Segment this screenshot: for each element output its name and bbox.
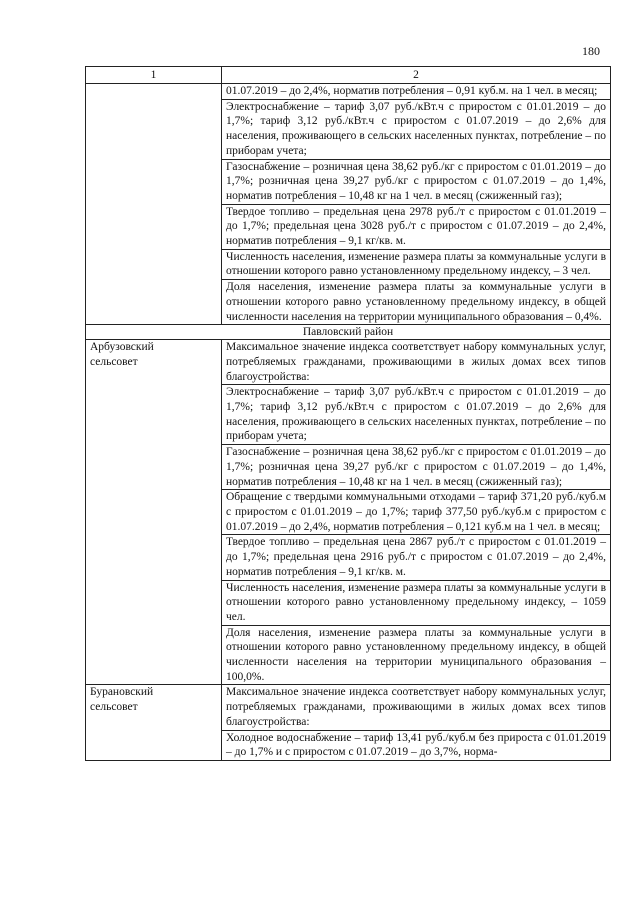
description-cell	[222, 340, 611, 685]
column-header-1: 1	[86, 67, 222, 84]
description-cell	[222, 84, 611, 325]
table-header-row	[86, 67, 611, 84]
paragraph: Максимальное значение индекса соответствует набору коммунальных услуг, потребляемых гражданами, проживающими в жилых домах всех типов благоустройства:	[226, 686, 606, 728]
table-row	[86, 340, 611, 685]
page-number: 180	[582, 44, 600, 58]
paragraph: Максимальное значение индекса соответствует набору коммунальных услуг, потребляемых гражданами, проживающими в жилых домах всех типов благоустройства:	[226, 341, 606, 383]
paragraph: 01.07.2019 – до 2,4%, норматив потребления – 0,91 куб.м. на 1 чел. в месяц;	[226, 85, 598, 97]
region-cell-empty	[86, 84, 222, 325]
paragraph: Электроснабжение – тариф 3,07 руб./кВт.ч с приростом с 01.01.2019 – до 1,7%; тариф 3,12 руб./кВт.ч с приростом с 01.07.2019 – до 2,6% для населения, проживающего в сельских населенных пунктах, потребление – по приборам учета;	[222, 384, 610, 444]
paragraph: Газоснабжение – розничная цена 38,62 руб./кг с приростом с 01.01.2019 – до 1,7%; розничная цена 39,27 руб./кг с приростом с 01.07.2019 – до 1,4%, норматив потребления – 10,48 кг на 1 чел. в месяц (сжиженный газ);	[222, 444, 610, 489]
region-name-line: Бурановский	[90, 686, 154, 699]
tariff-table	[85, 66, 611, 761]
paragraph: Доля населения, изменение размера платы за коммунальные услуги в отношении которого равно установленному предельному индексу, в общей численности населения на территории муниципального образования – 100,0%.	[222, 625, 610, 685]
paragraph: Твердое топливо – предельная цена 2978 руб./т с приростом с 01.01.2019 – до 1,7%; предельная цена 3028 руб./т с приростом с 01.07.2019 – до 2,4%, норматив потребления – 9,1 кг/кв. м.	[222, 204, 610, 249]
paragraph: Газоснабжение – розничная цена 38,62 руб./кг с приростом с 01.01.2019 – до 1,7%; розничная цена 39,27 руб./кг с приростом с 01.07.2019 – до 1,4%, норматив потребления – 10,48 кг на 1 чел. в месяц (сжиженный газ);	[222, 159, 610, 204]
table-row-continuation	[86, 84, 611, 325]
region-name-line: сельсовет	[90, 701, 138, 714]
paragraph: Доля населения, изменение размера платы за коммунальные услуги в отношении которого равно установленному предельному индексу, в общей численности населения на территории муниципального образования – 0,4%.	[222, 279, 610, 324]
region-name-line: Арбузовский	[90, 341, 154, 354]
table-row	[86, 685, 611, 761]
region-cell	[86, 685, 222, 761]
region-cell	[86, 340, 222, 685]
region-name-line: сельсовет	[90, 355, 138, 368]
column-header-2: 2	[222, 67, 611, 84]
paragraph: Твердое топливо – предельная цена 2867 руб./т с приростом с 01.01.2019 – до 1,7%; предельная цена 2916 руб./т с приростом с 01.07.2019 – до 2,4%, норматив потребления – 9,1 кг/кв. м.	[222, 534, 610, 579]
paragraph: Холодное водоснабжение – тариф 13,41 руб./куб.м без прироста с 01.01.2019 – до 1,7% и с приростом с 01.07.2019 – до 3,7%, норма-	[222, 730, 610, 760]
paragraph: Обращение с твердыми коммунальными отходами – тариф 371,20 руб./куб.м с приростом с 01.01.2019 – до 1,7%; тариф 377,50 руб./куб.м с приростом с 01.07.2019 – до 2,4%, норматив потребления – 0,121 куб.м на 1 чел. в месяц;	[222, 489, 610, 534]
paragraph: Численность населения, изменение размера платы за коммунальные услуги в отношении которого равно установленному предельному индексу, – 3 чел.	[222, 249, 610, 279]
paragraph: Численность населения, изменение размера платы за коммунальные услуги в отношении которого равно установленному предельному индексу, – 1059 чел.	[222, 580, 610, 625]
section-title: Павловский район	[86, 325, 611, 340]
section-row	[86, 325, 611, 340]
description-cell	[222, 685, 611, 761]
paragraph: Электроснабжение – тариф 3,07 руб./кВт.ч с приростом с 01.01.2019 – до 1,7%; тариф 3,12 руб./кВт.ч с приростом с 01.07.2019 – до 2,6% для населения, проживающего в сельских населенных пунктах, потребление – по приборам учета;	[222, 99, 610, 159]
